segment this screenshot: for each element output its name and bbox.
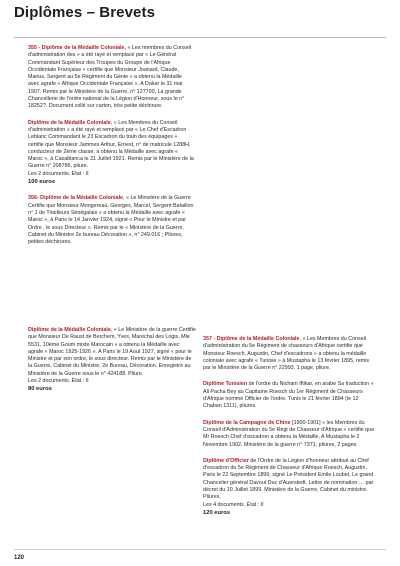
lot-title: Diplôme de la Campagne de Chine bbox=[203, 419, 291, 426]
lot-condition: Les 2 documents. État : II bbox=[28, 170, 89, 177]
lot-entry bbox=[28, 195, 194, 246]
lot-entry bbox=[28, 120, 194, 187]
lot-entry bbox=[28, 45, 194, 111]
column-top bbox=[28, 45, 194, 255]
lot-description: , « Les membres du Conseil d'administration des » a été rayé et remplacé par « Le Général Commandant Supérieur des Troupes du Groupe de l'Afrique Occidentale Française » certifie que Monsieur Joanard, Claude, Marius, Sergent au 5e Régiment du Génie » a obtenu la Médaille avec agrafe « Afrique Occidentale Française ». A Dakar le 31 mai 1907. Remis par le Ministère de la Guerre, n° 127700, La grande Chancellerie de l'ordre national de la Légion d'Honneur, sous le n° 18252?. Document collé sur carton, très petite déchirure. bbox=[28, 45, 192, 110]
lot-title: Diplôme d'Officier bbox=[203, 457, 249, 464]
lot-entry bbox=[203, 458, 378, 517]
page-title: Diplômes – Brevets bbox=[14, 4, 156, 21]
lot-description: , « Les Membres du Conseil d'administration du 5e Régiment de chasseurs d'Afrique certifie que Monsieur Roesch, Augustin, Chef d'escadrons » a obtenu la médaille coloniale avec agrafe « Tunisie » à Mustapha le 13 février 1895, remis par le Ministère de la Guerre n° 22993. 1 page, pliure. bbox=[203, 336, 370, 372]
header-divider bbox=[14, 37, 386, 38]
lot-description: [1900-1901] « les Membres du Conseil d'Administration du 5e Régt de Chasseur d'Afrique » certifie que Mr Roesch Chef d'escadron a obtenu la Médaille, A Mustapha le 2 Novembre 1902. Ministère de la guerre n° 7371, pliures, 2 pages bbox=[203, 419, 375, 448]
lot-title: 357 - Diplôme de la Médaille Coloniale bbox=[203, 336, 300, 342]
lot-entry bbox=[203, 420, 378, 449]
lot-description: de l'Ordre de la Légion d'honneur attribué au Chef d'escadron du 5e Régiment de Chasseur d'Afrique Roesch, Augustin, Paris le 22 Septembre 1899, signé Le Président Emile Loubet, Le grand Chancelier général Davout Duc d'Auerstedt. Lettre de nomination … par décret du 10 Juillet 1899. Ministère de la Guerre, Cabinet du ministre. Pliures. bbox=[203, 457, 374, 501]
lot-description: , « Le Ministère de la guerre Certifie que Monsieur De Raust de Berchem, Yves, Maréchal des Logis, Mle 5531, 10ème Goum mixte Marocain » a obtenu la Médaille avec agrafe « Maroc 1925-1926 ». A Paris le 19 Aout 1927, signé « pour le Ministre et par son ordre, le sous directeur. Remis par le Ministère de la Guerre, Cabinet du Ministre, 2e Bureau, Décoration. Enregistré au Ministère de la Guerre sous le n° 424188. Pliure. bbox=[28, 327, 196, 377]
lot-description: de l'ordre du Nicham Iftikar, en arabe Sa traduction « Ali Pacha Bey au Capitaine Roesch du 1er Régiment de Chasseurs d'Afrique nommé Officier de l'ordre. Tunis le 21 février 1894 (le 12 Chaban 1311), pliures. bbox=[203, 381, 374, 410]
lot-condition: Les 2 documents. État : II bbox=[28, 378, 89, 385]
lot-title: Diplôme Tunisien bbox=[203, 381, 248, 388]
lot-price: 80 euros bbox=[28, 386, 52, 393]
lot-title: 355 - Diplôme de la Médaille Coloniale bbox=[28, 45, 125, 51]
lot-description: , « Les Membres du Conseil d'administration » a été rayé et remplacé par « Le Chef d'Escadron Leblanc Commandant le 23 Escadron du train des équipages » certifie que Monsieur Jammes Arthur, Ernest, n° de matricule 1288H, conducteur de 2ème classe, a obtenu la Médaille avec agrafe « Maroc », à Casablanca le 31 Juillet 1921. Remis par le Ministère de la Guerre n° 208786, pliure. bbox=[28, 119, 194, 170]
lot-price: 100 euros bbox=[28, 179, 56, 186]
lot-entry bbox=[28, 327, 196, 394]
lot-price: 120 euros bbox=[203, 509, 231, 516]
lot-condition: Les 4 documents. État : II bbox=[203, 501, 264, 508]
column-right bbox=[203, 336, 378, 526]
lot-entry bbox=[203, 336, 378, 372]
lot-title: Diplôme de la Médaille Coloniale bbox=[28, 327, 111, 333]
lot-title: 356- Diplôme de la Médaille Coloniale bbox=[28, 195, 124, 202]
lot-entry bbox=[203, 381, 378, 410]
page-number: 120 bbox=[14, 555, 25, 561]
footer-divider bbox=[14, 549, 386, 550]
lot-description: , « Le Ministère de la Guerre Certifie que Monsieur Mongereau, Georges, Marcel, Sergent Bataillon n° 1 de Tirailleurs Sénégalais » a obtenu la Médaille avec agrafe « Maroc », à Paris le 14 Janvier 1924, signé « Pour le Ministre et par Ordre , le sous Directeur ». Remis par le « Ministère de la Guerre, Cabinet du Ministre 2e bureau Décoration », n° 249.016 ; Pliures, petites déchirures. bbox=[28, 195, 194, 246]
lot-title: Diplôme de la Médaille Coloniale bbox=[28, 119, 111, 126]
column-left bbox=[28, 327, 196, 403]
